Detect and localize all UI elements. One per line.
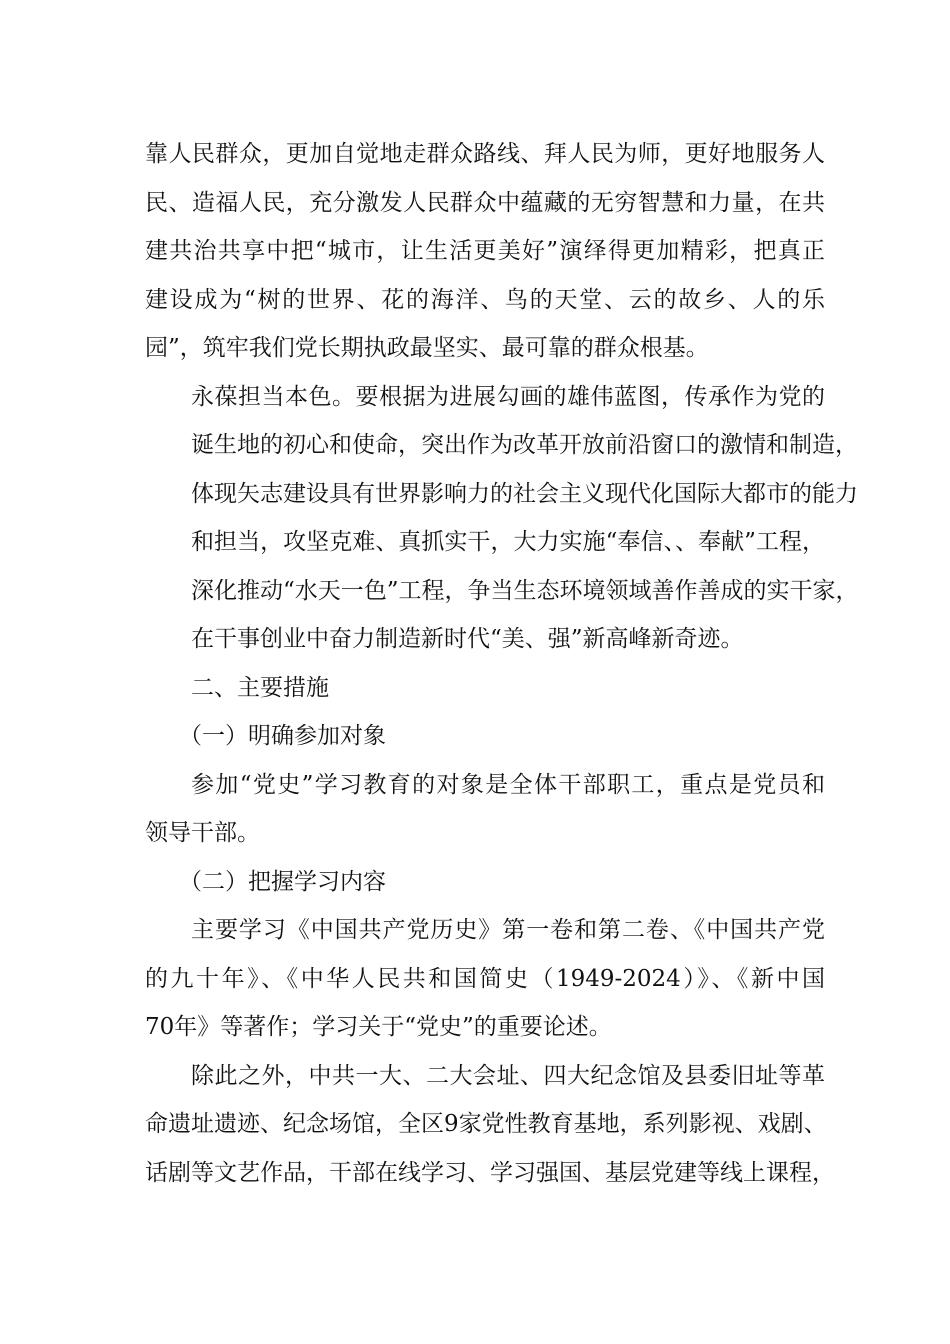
text-line: 命遗址遗迹、纪念场馆，全区9家党性教育基地，系列影视、戏剧、 xyxy=(145,1111,827,1137)
text-line: 参加“党史”学习教育的对象是全体干部职工，重点是党员和 xyxy=(191,771,825,798)
paragraph-additional-resources xyxy=(145,1052,835,1198)
text-line: 民、造福人民，充分激发人民群众中蕴藏的无穷智慧和力量，在共 xyxy=(145,189,825,216)
text-line: 建共治共享中把“城市，让生活更美好”演绎得更加精彩，把真正 xyxy=(145,238,825,264)
text-line: 建设成为“树的世界、花的海洋、鸟的天堂、云的故乡、人的乐 xyxy=(145,286,825,313)
text-line: 在干事创业中奋力制造新时代“美、强”新高峰新奇迹。 xyxy=(191,626,744,652)
paragraph-study-content xyxy=(145,906,825,1052)
paragraph-participants xyxy=(145,761,825,858)
heading-text: （一）明确参加对象 xyxy=(179,723,386,749)
paragraph-1 xyxy=(145,130,825,373)
text-line: 永葆担当本色。要根据为进展勾画的雄伟蓝图，传承作为党的 xyxy=(191,383,825,410)
heading-text: 二、主要措施 xyxy=(191,674,329,701)
text-line: 话剧等文艺作品，干部在线学习、学习强国、基层党建等线上课程， xyxy=(145,1159,835,1186)
subsection-heading-participants xyxy=(145,712,825,761)
document-body xyxy=(145,130,859,1197)
subsection-heading-content xyxy=(145,858,825,907)
text-line: 和担当，攻坚克难、真抓实干，大力实施“奉信、、奉献”工程， xyxy=(191,529,825,555)
text-line: 园”，筑牢我们党长期执政最坚实、最可靠的群众根基。 xyxy=(145,335,709,361)
text-line: 诞生地的初心和使命，突出作为改革开放前沿窗口的激情和制造， xyxy=(191,432,858,458)
text-line: 的九十年》、《中华人民共和国简史（1949-2024）》、《新中国 xyxy=(145,965,825,992)
heading-text: （二）把握学习内容 xyxy=(179,868,386,895)
text-line: 深化推动“水天一色”工程，争当生态环境领域善作善成的实干家， xyxy=(191,577,859,604)
text-line: 主要学习《中国共产党历史》第一卷和第二卷、《中国共产党 xyxy=(191,917,825,943)
text-line: 靠人民群众，更加自觉地走群众路线、拜人民为师，更好地服务人 xyxy=(145,141,825,167)
text-line: 体现矢志建设具有世界影响力的社会主义现代化国际大都市的能力 xyxy=(191,480,858,507)
text-line: 领导干部。 xyxy=(145,820,260,846)
text-line: 70年》等著作；学习关于“党史”的重要论述。 xyxy=(145,1014,612,1040)
section-heading-main-measures xyxy=(145,664,825,713)
paragraph-2 xyxy=(145,373,859,664)
text-line: 除此之外，中共一大、二大会址、四大纪念馆及县委旧址等革 xyxy=(191,1062,825,1089)
